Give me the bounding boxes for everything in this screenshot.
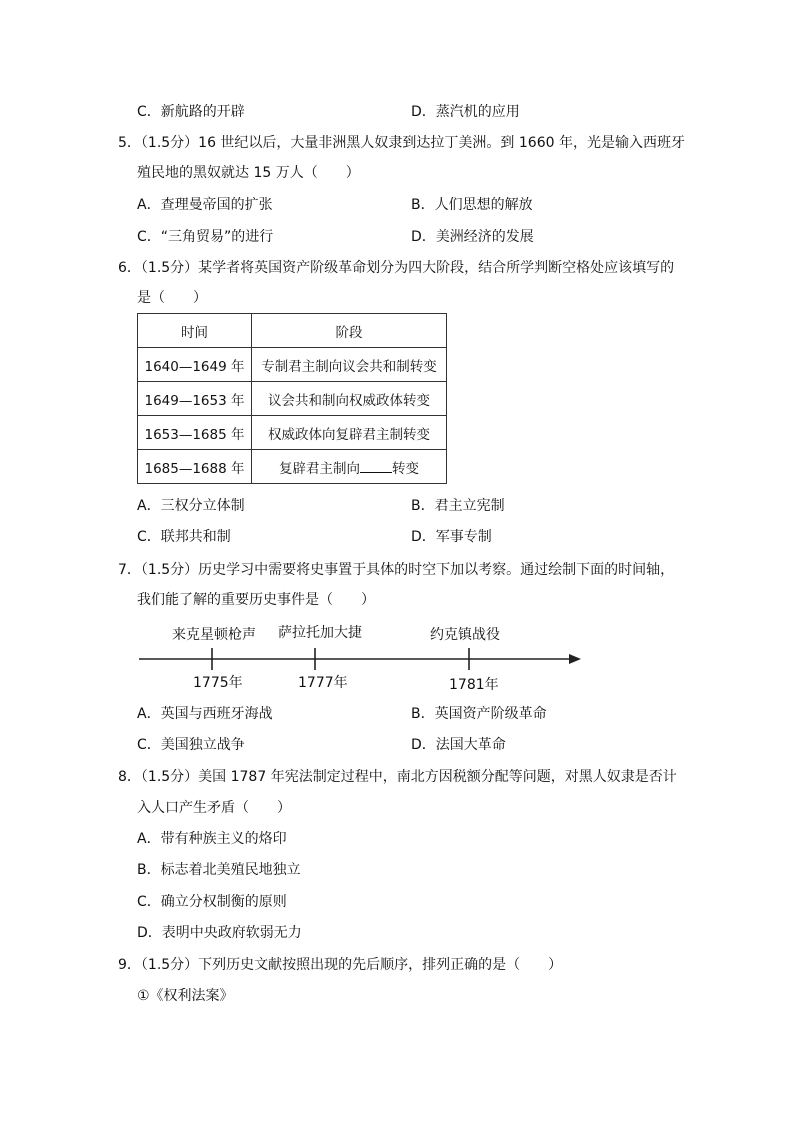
timeline-year-1781: 1781年	[449, 677, 499, 693]
q5-option-c: C．“三角贸易”的进行	[137, 229, 274, 245]
q7-option-a: A．英国与西班牙海战	[137, 706, 273, 722]
q5-option-a: A．查理曼帝国的扩张	[137, 197, 273, 213]
q6-option-d: D．军事专制	[411, 529, 492, 545]
table-cell-stage: 专制君主制向议会共和制转变	[252, 348, 447, 382]
timeline-event-yorktown: 约克镇战役	[430, 627, 500, 643]
table-header-row	[138, 314, 447, 348]
q8-option-d: D．表明中央政府软弱无力	[137, 925, 302, 941]
q4-option-c: C．新航路的开辟	[137, 104, 245, 120]
stage-prefix: 复辟君主制向	[279, 460, 360, 477]
fill-in-blank	[360, 458, 392, 473]
table-row	[138, 450, 447, 484]
timeline-arrowhead	[569, 654, 581, 664]
q5-stem-line2: 殖民地的黑奴就达 15 万人（ ）	[137, 165, 360, 181]
q8-stem-line2: 入人口产生矛盾（ ）	[137, 800, 291, 816]
table-row	[138, 382, 447, 416]
stage-suffix: 转变	[392, 460, 419, 477]
table-cell-time: 1685—1688 年	[138, 450, 252, 484]
timeline-event-saratoga: 萨拉托加大捷	[278, 625, 362, 641]
q4-option-d: D．蒸汽机的应用	[411, 104, 520, 120]
q6-stem-line1: 6．（1.5分）某学者将英国资产阶级革命划分为四大阶段，结合所学判断空格处应该填写的	[118, 260, 675, 276]
q7-option-d: D．法国大革命	[411, 737, 506, 753]
q5-stem-line1: 5．（1.5分）16 世纪以后，大量非洲黑人奴隶到达拉丁美洲。到 1660 年，光是输入西班牙	[118, 135, 685, 151]
table-row	[138, 416, 447, 450]
timeline-event-lexington: 来克星顿枪声	[172, 627, 256, 643]
q8-option-a: A．带有种族主义的烙印	[137, 831, 287, 847]
timeline-year-1775: 1775年	[193, 675, 243, 691]
table-cell-stage: 权威政体向复辟君主制转变	[252, 416, 447, 450]
timeline-year-1777: 1777年	[298, 675, 348, 691]
table-cell-stage: 议会共和制向权威政体转变	[252, 382, 447, 416]
q7-stem-line2: 我们能了解的重要历史事件是（ ）	[137, 592, 375, 608]
timeline-axis	[135, 645, 585, 673]
q7-stem-line1: 7．（1.5分）历史学习中需要将史事置于具体的时空下加以考察。通过绘制下面的时间轴，	[118, 562, 675, 578]
table-header-time: 时间	[138, 314, 252, 348]
q6-option-c: C．联邦共和制	[137, 529, 231, 545]
table-cell-time: 1653—1685 年	[138, 416, 252, 450]
table-cell-time: 1640—1649 年	[138, 348, 252, 382]
q5-option-b: B．人们思想的解放	[411, 197, 533, 213]
q6-option-b: B．君主立宪制	[411, 498, 505, 514]
q7-option-b: B．英国资产阶级革命	[411, 706, 547, 722]
q8-option-b: B．标志着北美殖民地独立	[137, 862, 301, 878]
q5-option-d: D．美洲经济的发展	[411, 229, 534, 245]
stages-table	[137, 313, 447, 484]
q9-stem-line1: 9．（1.5分）下列历史文献按照出现的先后顺序，排列正确的是（ ）	[118, 957, 563, 973]
q9-item-1: ①《权利法案》	[137, 988, 234, 1004]
table-header-stage: 阶段	[252, 314, 447, 348]
q8-option-c: C．确立分权制衡的原则	[137, 894, 287, 910]
q7-option-c: C．美国独立战争	[137, 737, 245, 753]
q8-stem-line1: 8．（1.5分）美国 1787 年宪法制定过程中，南北方因税额分配等问题，对黑人奴隶是否计	[118, 769, 677, 785]
table-row	[138, 348, 447, 382]
table-cell-stage-blank	[252, 450, 447, 484]
table-cell-time: 1649—1653 年	[138, 382, 252, 416]
q6-option-a: A．三权分立体制	[137, 498, 245, 514]
q6-stem-line2: 是（ ）	[137, 290, 207, 306]
